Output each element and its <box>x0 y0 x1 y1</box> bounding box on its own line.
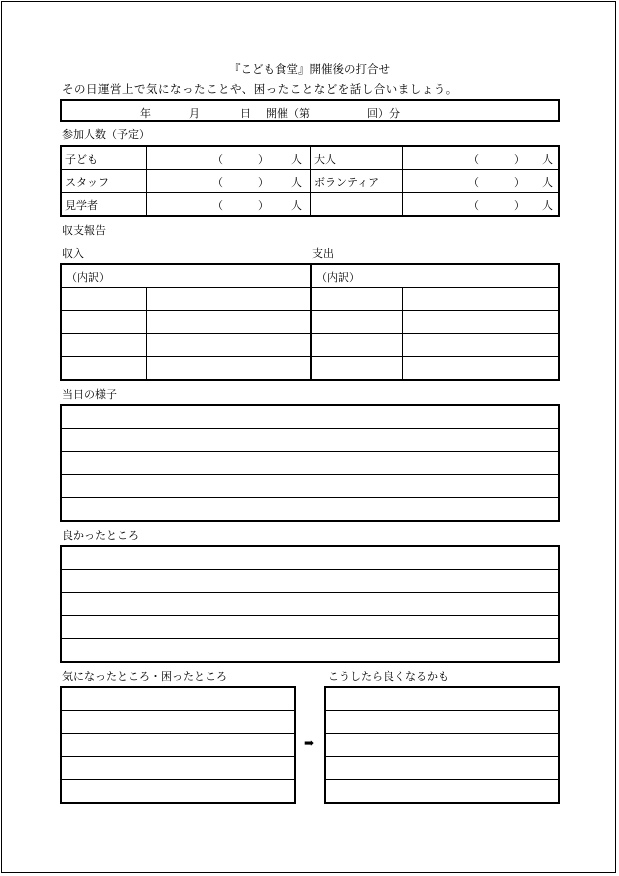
situation-label: 当日の様子 <box>62 388 117 401</box>
income-breakdown-label: （内訳） <box>66 271 110 284</box>
ruled-line <box>326 756 558 757</box>
improve-box <box>324 686 560 804</box>
good-label: 良かったところ <box>62 529 139 542</box>
close-paren: ） <box>258 176 269 189</box>
unit-label: 人 <box>542 199 553 212</box>
close-paren: ） <box>258 199 269 212</box>
row-divider <box>62 333 558 334</box>
open-paren: （ <box>468 176 479 189</box>
times-label: 回）分 <box>367 107 400 120</box>
good-box <box>60 545 560 663</box>
held-label: 開催（第 <box>266 107 310 120</box>
month-label: 月 <box>189 107 200 120</box>
participant-child: 子ども <box>65 153 98 166</box>
expense-label: 支出 <box>312 247 334 260</box>
ruled-line <box>326 710 558 711</box>
ruled-line <box>62 592 558 593</box>
income-label: 収入 <box>62 247 84 260</box>
unit-label: 人 <box>291 199 302 212</box>
ruled-line <box>326 733 558 734</box>
unit-label: 人 <box>291 153 302 166</box>
unit-label: 人 <box>542 176 553 189</box>
ruled-line <box>62 569 558 570</box>
ruled-line <box>62 733 294 734</box>
close-paren: ） <box>258 153 269 166</box>
ruled-line <box>62 710 294 711</box>
day-label: 日 <box>240 107 251 120</box>
arrow-right-icon: ➡ <box>304 736 315 750</box>
participant-adult: 大人 <box>314 153 336 166</box>
participant-visitor: 見学者 <box>65 199 98 212</box>
ruled-line <box>62 474 558 475</box>
participants-label: 参加人数（予定） <box>62 128 150 141</box>
unit-label: 人 <box>291 176 302 189</box>
col-divider <box>310 147 311 215</box>
open-paren: （ <box>212 153 223 166</box>
close-paren: ） <box>514 199 525 212</box>
participant-staff: スタッフ <box>65 176 109 189</box>
year-label: 年 <box>140 107 151 120</box>
concern-box <box>60 686 296 804</box>
ruled-line <box>62 615 558 616</box>
open-paren: （ <box>212 199 223 212</box>
ruled-line <box>62 451 558 452</box>
close-paren: ） <box>514 153 525 166</box>
participants-table <box>60 145 560 217</box>
close-paren: ） <box>514 176 525 189</box>
participant-volunteer: ボランティア <box>314 176 380 189</box>
page-title: 『こども食堂』開催後の打合せ <box>229 62 390 76</box>
situation-box <box>60 404 560 522</box>
ruled-line <box>326 779 558 780</box>
ruled-line <box>62 779 294 780</box>
date-row-box <box>60 99 560 122</box>
finance-table <box>60 263 560 381</box>
center-divider <box>310 265 312 379</box>
open-paren: （ <box>212 176 223 189</box>
ruled-line <box>62 497 558 498</box>
ruled-line <box>62 638 558 639</box>
col-divider <box>146 147 147 215</box>
concern-label: 気になったところ・困ったところ <box>62 670 227 683</box>
ruled-line <box>62 756 294 757</box>
open-paren: （ <box>468 153 479 166</box>
open-paren: （ <box>468 199 479 212</box>
finance-label: 収支報告 <box>62 224 106 237</box>
row-divider <box>62 356 558 357</box>
row-divider <box>62 310 558 311</box>
col-divider <box>402 147 403 215</box>
col-divider <box>402 287 403 379</box>
expense-breakdown-label: （内訳） <box>316 271 360 284</box>
unit-label: 人 <box>542 153 553 166</box>
col-divider <box>146 287 147 379</box>
intro-text: その日運営上で気になったことや、困ったことなどを話し合いましょう。 <box>62 82 458 96</box>
ruled-line <box>62 428 558 429</box>
improve-label: こうしたら良くなるかも <box>328 670 449 683</box>
